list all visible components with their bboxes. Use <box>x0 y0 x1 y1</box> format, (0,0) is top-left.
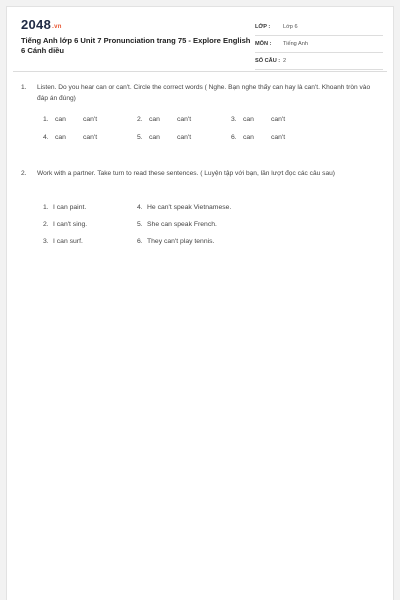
option-number: 1. <box>43 116 49 123</box>
option-item <box>137 116 191 123</box>
worksheet-page <box>6 6 394 600</box>
option-number: 4. <box>43 134 49 141</box>
sentence-number: 3. <box>43 238 49 245</box>
option-cant[interactable]: can't <box>177 134 192 141</box>
option-can[interactable]: can <box>55 116 66 123</box>
option-can[interactable]: can <box>149 116 160 123</box>
logo-text: 2048 <box>21 17 52 32</box>
question-1 <box>21 82 381 104</box>
sentence-number: 1. <box>43 204 49 211</box>
sentence-text: I can surf. <box>53 238 83 245</box>
meta-row-class <box>255 19 383 36</box>
question-number: 1. <box>21 84 27 91</box>
sentence-item <box>43 221 87 228</box>
option-number: 6. <box>231 134 237 141</box>
sentence-item <box>137 204 231 211</box>
option-cant[interactable]: can't <box>177 116 192 123</box>
sentence-item <box>137 221 217 228</box>
question-text: Work with a partner. Take turn to read these sentences. ( Luyện tập với bạn, lần lượt đọc các câu sau) <box>37 170 335 177</box>
option-cant[interactable]: can't <box>271 134 286 141</box>
question-text: Listen. Do you hear can or can't. Circle the correct words ( Nghe. Bạn nghe thấy can hay là can't. Khoanh tròn vào đáp án đúng) <box>37 84 371 102</box>
meta-key: SỐ CÂU : <box>255 58 281 64</box>
option-item <box>231 116 285 123</box>
meta-row-subject <box>255 36 383 53</box>
sentence-number: 6. <box>137 238 143 245</box>
option-number: 5. <box>137 134 143 141</box>
option-cant[interactable]: can't <box>83 116 98 123</box>
option-cant[interactable]: can't <box>83 134 98 141</box>
meta-key: MÔN : <box>255 41 272 47</box>
page-title: Tiếng Anh lớp 6 Unit 7 Pronunciation trang 75 - Explore English 6 Cánh diều <box>21 36 251 55</box>
sentence-text: They can't play tennis. <box>147 238 215 245</box>
meta-table <box>255 19 383 70</box>
option-can[interactable]: can <box>55 134 66 141</box>
logo-tld: .vn <box>52 24 62 30</box>
meta-value: Lớp 6 <box>283 24 298 30</box>
sentence-number: 4. <box>137 204 143 211</box>
site-logo[interactable] <box>21 17 62 32</box>
option-number: 3. <box>231 116 237 123</box>
sentence-number: 2. <box>43 221 49 228</box>
option-number: 2. <box>137 116 143 123</box>
sentence-text: She can speak French. <box>147 221 217 228</box>
option-item <box>137 134 191 141</box>
option-cant[interactable]: can't <box>271 116 286 123</box>
option-item <box>231 134 285 141</box>
option-can[interactable]: can <box>243 116 254 123</box>
sentence-number: 5. <box>137 221 143 228</box>
meta-key: LỚP : <box>255 24 271 30</box>
sentence-text: He can't speak Vietnamese. <box>147 204 232 211</box>
option-item <box>43 116 97 123</box>
sentence-item <box>43 204 86 211</box>
meta-value: Tiếng Anh <box>283 41 308 47</box>
header-divider <box>13 71 387 72</box>
option-can[interactable]: can <box>243 134 254 141</box>
sentence-item <box>137 238 214 245</box>
meta-value: 2 <box>283 58 287 64</box>
option-item <box>43 134 97 141</box>
sentence-text: I can paint. <box>53 204 87 211</box>
meta-row-count <box>255 53 383 70</box>
sentence-item <box>43 238 83 245</box>
option-can[interactable]: can <box>149 134 160 141</box>
question-number: 2. <box>21 170 27 177</box>
question-2 <box>21 168 381 179</box>
sentence-text: I can't sing. <box>53 221 88 228</box>
